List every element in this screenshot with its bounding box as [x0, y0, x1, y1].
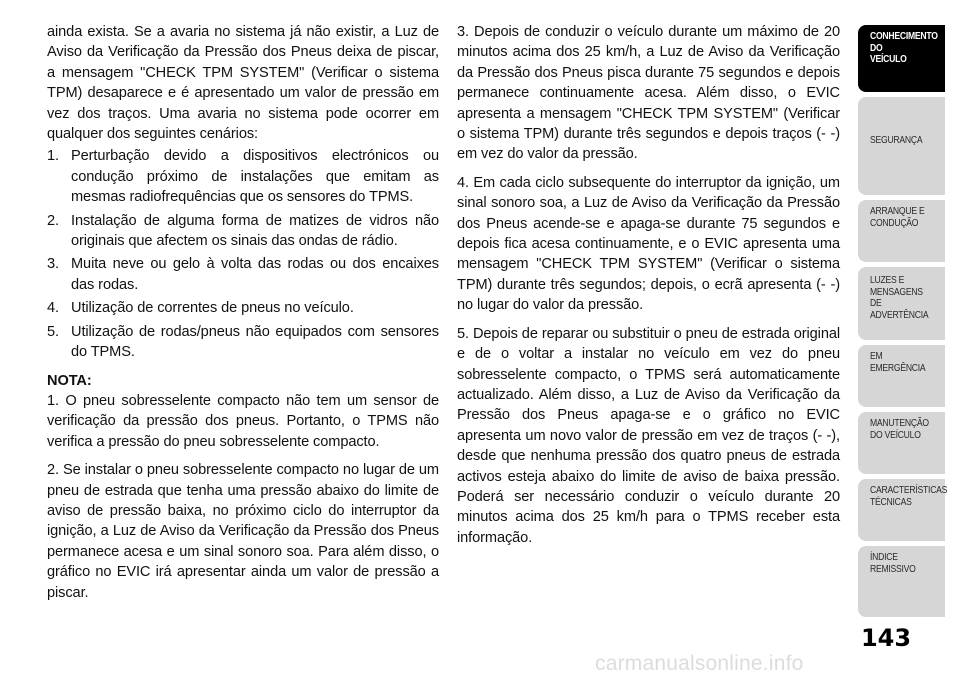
tab-conhecimento-do-veiculo[interactable]	[858, 25, 945, 92]
step-3-paragraph: 3. Depois de conduzir o veículo durante um máximo de 20 minutos acima dos 25 km/h, a Luz de Aviso da Verificação da Pressão dos Pneus pisca durante 75 segundos e depois permanece continuamente acesa. Além disso, o EVIC apresenta a mensagem "CHECK TPM SYSTEM" (Verificar o sistema TPM) durante três segundos e depois traços (- -) em vez do valor da pressão.	[457, 24, 840, 163]
nota-heading: NOTA:	[47, 372, 92, 389]
list-text: Instalação de alguma forma de matizes de vidros não originais que afectem os sinais das ondas de rádio.	[71, 212, 439, 250]
tab-label: EM EMERGÊNCIA	[870, 350, 926, 374]
list-text: Muita neve ou gelo à volta das rodas ou dos encaixes das rodas.	[71, 256, 439, 293]
page-number: 143	[860, 624, 912, 652]
list-item	[47, 254, 439, 295]
step-4-paragraph: 4. Em cada ciclo subsequente do interruptor da ignição, um sinal sonoro soa, a Luz de Aviso da Verificação da Pressão dos Pneus acende-se e apaga-se durante 75 segundos e depois fica acesa continuamente, e o EVIC apresenta uma mensagem "CHECK TPM SYSTEM" (Verificar o sistema TPM) durante três segundos; depois, o ecrã apresenta (- -) no lugar do valor da pressão.	[457, 174, 840, 314]
tab-label: SEGURANÇA	[870, 134, 923, 146]
tab-seguranca[interactable]	[858, 97, 945, 195]
tab-em-emergencia[interactable]	[858, 345, 945, 407]
tab-label: LUZES E MENSAGENS DE ADVERTÊNCIA	[870, 274, 929, 321]
list-number: 1.	[47, 148, 59, 165]
nota-paragraph-1: 1. O pneu sobresselente compacto não tem um sensor de verificação da pressão dos pneus. Portanto, o TPMS não verifica a pressão do pneu sobresselente compacto.	[47, 392, 439, 450]
list-text: Perturbação devido a dispositivos electrónicos ou condução próximo de instalações que emitam as mesmas radiofrequências que os sensores do TPMS.	[71, 148, 439, 206]
scenario-list	[47, 146, 439, 362]
tab-caracteristicas-tecnicas[interactable]	[858, 479, 948, 541]
tab-arranque-e-conducao[interactable]	[858, 200, 945, 262]
tab-indice-remissivo[interactable]	[858, 546, 945, 617]
step-5-paragraph: 5. Depois de reparar ou substituir o pneu de estrada original e de o voltar a instalar no veículo em vez do pneu sobresselente compacto, o TPMS será automaticamente actualizado. Além disso, a Luz de Aviso da Verificação da Pressão dos Pneus apaga-se e o gráfico no EVIC apresenta um novo valor de pressão em vez de traços (- -), desde que nenhuma pressão dos quatro pneus de estrada activos esteja abaixo do limite de aviso de baixa pressão. Poderá ser necessário conduzir o veículo durante 20 minutos acima dos 25 km/h para o TPMS receber esta informação.	[457, 325, 840, 546]
tab-manutencao-do-veiculo[interactable]	[858, 412, 945, 474]
tab-label: MANUTENÇÃO DO VEÍCULO	[870, 417, 929, 441]
right-column	[457, 22, 840, 556]
list-item	[47, 211, 439, 252]
tab-label: ÍNDICE REMISSIVO	[870, 551, 916, 575]
list-number: 2.	[47, 212, 59, 229]
tab-luzes-e-mensagens[interactable]	[858, 267, 945, 340]
list-number: 4.	[47, 300, 59, 317]
intro-paragraph: ainda exista. Se a avaria no sistema já não existir, a Luz de Aviso da Verificação da Pressão dos Pneus deixa de piscar, a mensagem "CHECK TPM SYSTEM" (Verificar o sistema TPM) desaparece e é apresentado um valor de pressão em vez dos traços. Uma avaria no sistema pode ocorrer em qualquer dos seguintes cenários:	[47, 24, 439, 143]
list-number: 3.	[47, 256, 59, 273]
list-text: Utilização de rodas/pneus não equipados com sensores do TPMS.	[71, 323, 439, 361]
left-column	[47, 22, 439, 611]
list-item	[47, 146, 439, 207]
list-item	[47, 322, 439, 363]
list-text: Utilização de correntes de pneus no veículo.	[71, 300, 354, 317]
list-number: 5.	[47, 323, 59, 340]
nota-paragraph-2: 2. Se instalar o pneu sobresselente compacto no lugar de um pneu de estrada que tenha uma pressão abaixo do limite de aviso de pressão baixa, no próximo ciclo do interruptor da ignição, a Luz de Aviso da Verificação da Pressão dos Pneus permanece acesa e um sinal sonoro soa. Para além disso, o gráfico no EVIC irá apresentar ainda um valor de pressão a piscar.	[47, 462, 439, 601]
watermark: carmanualsonline.info	[595, 652, 804, 675]
tab-label: CARACTERÍSTICAS TÉCNICAS	[870, 484, 948, 508]
tab-label: ARRANQUE E CONDUÇÃO	[870, 205, 925, 229]
list-item	[47, 298, 439, 318]
tab-label: CONHECIMENTO DO VEÍCULO	[870, 30, 938, 65]
chapter-sidebar	[858, 25, 948, 617]
